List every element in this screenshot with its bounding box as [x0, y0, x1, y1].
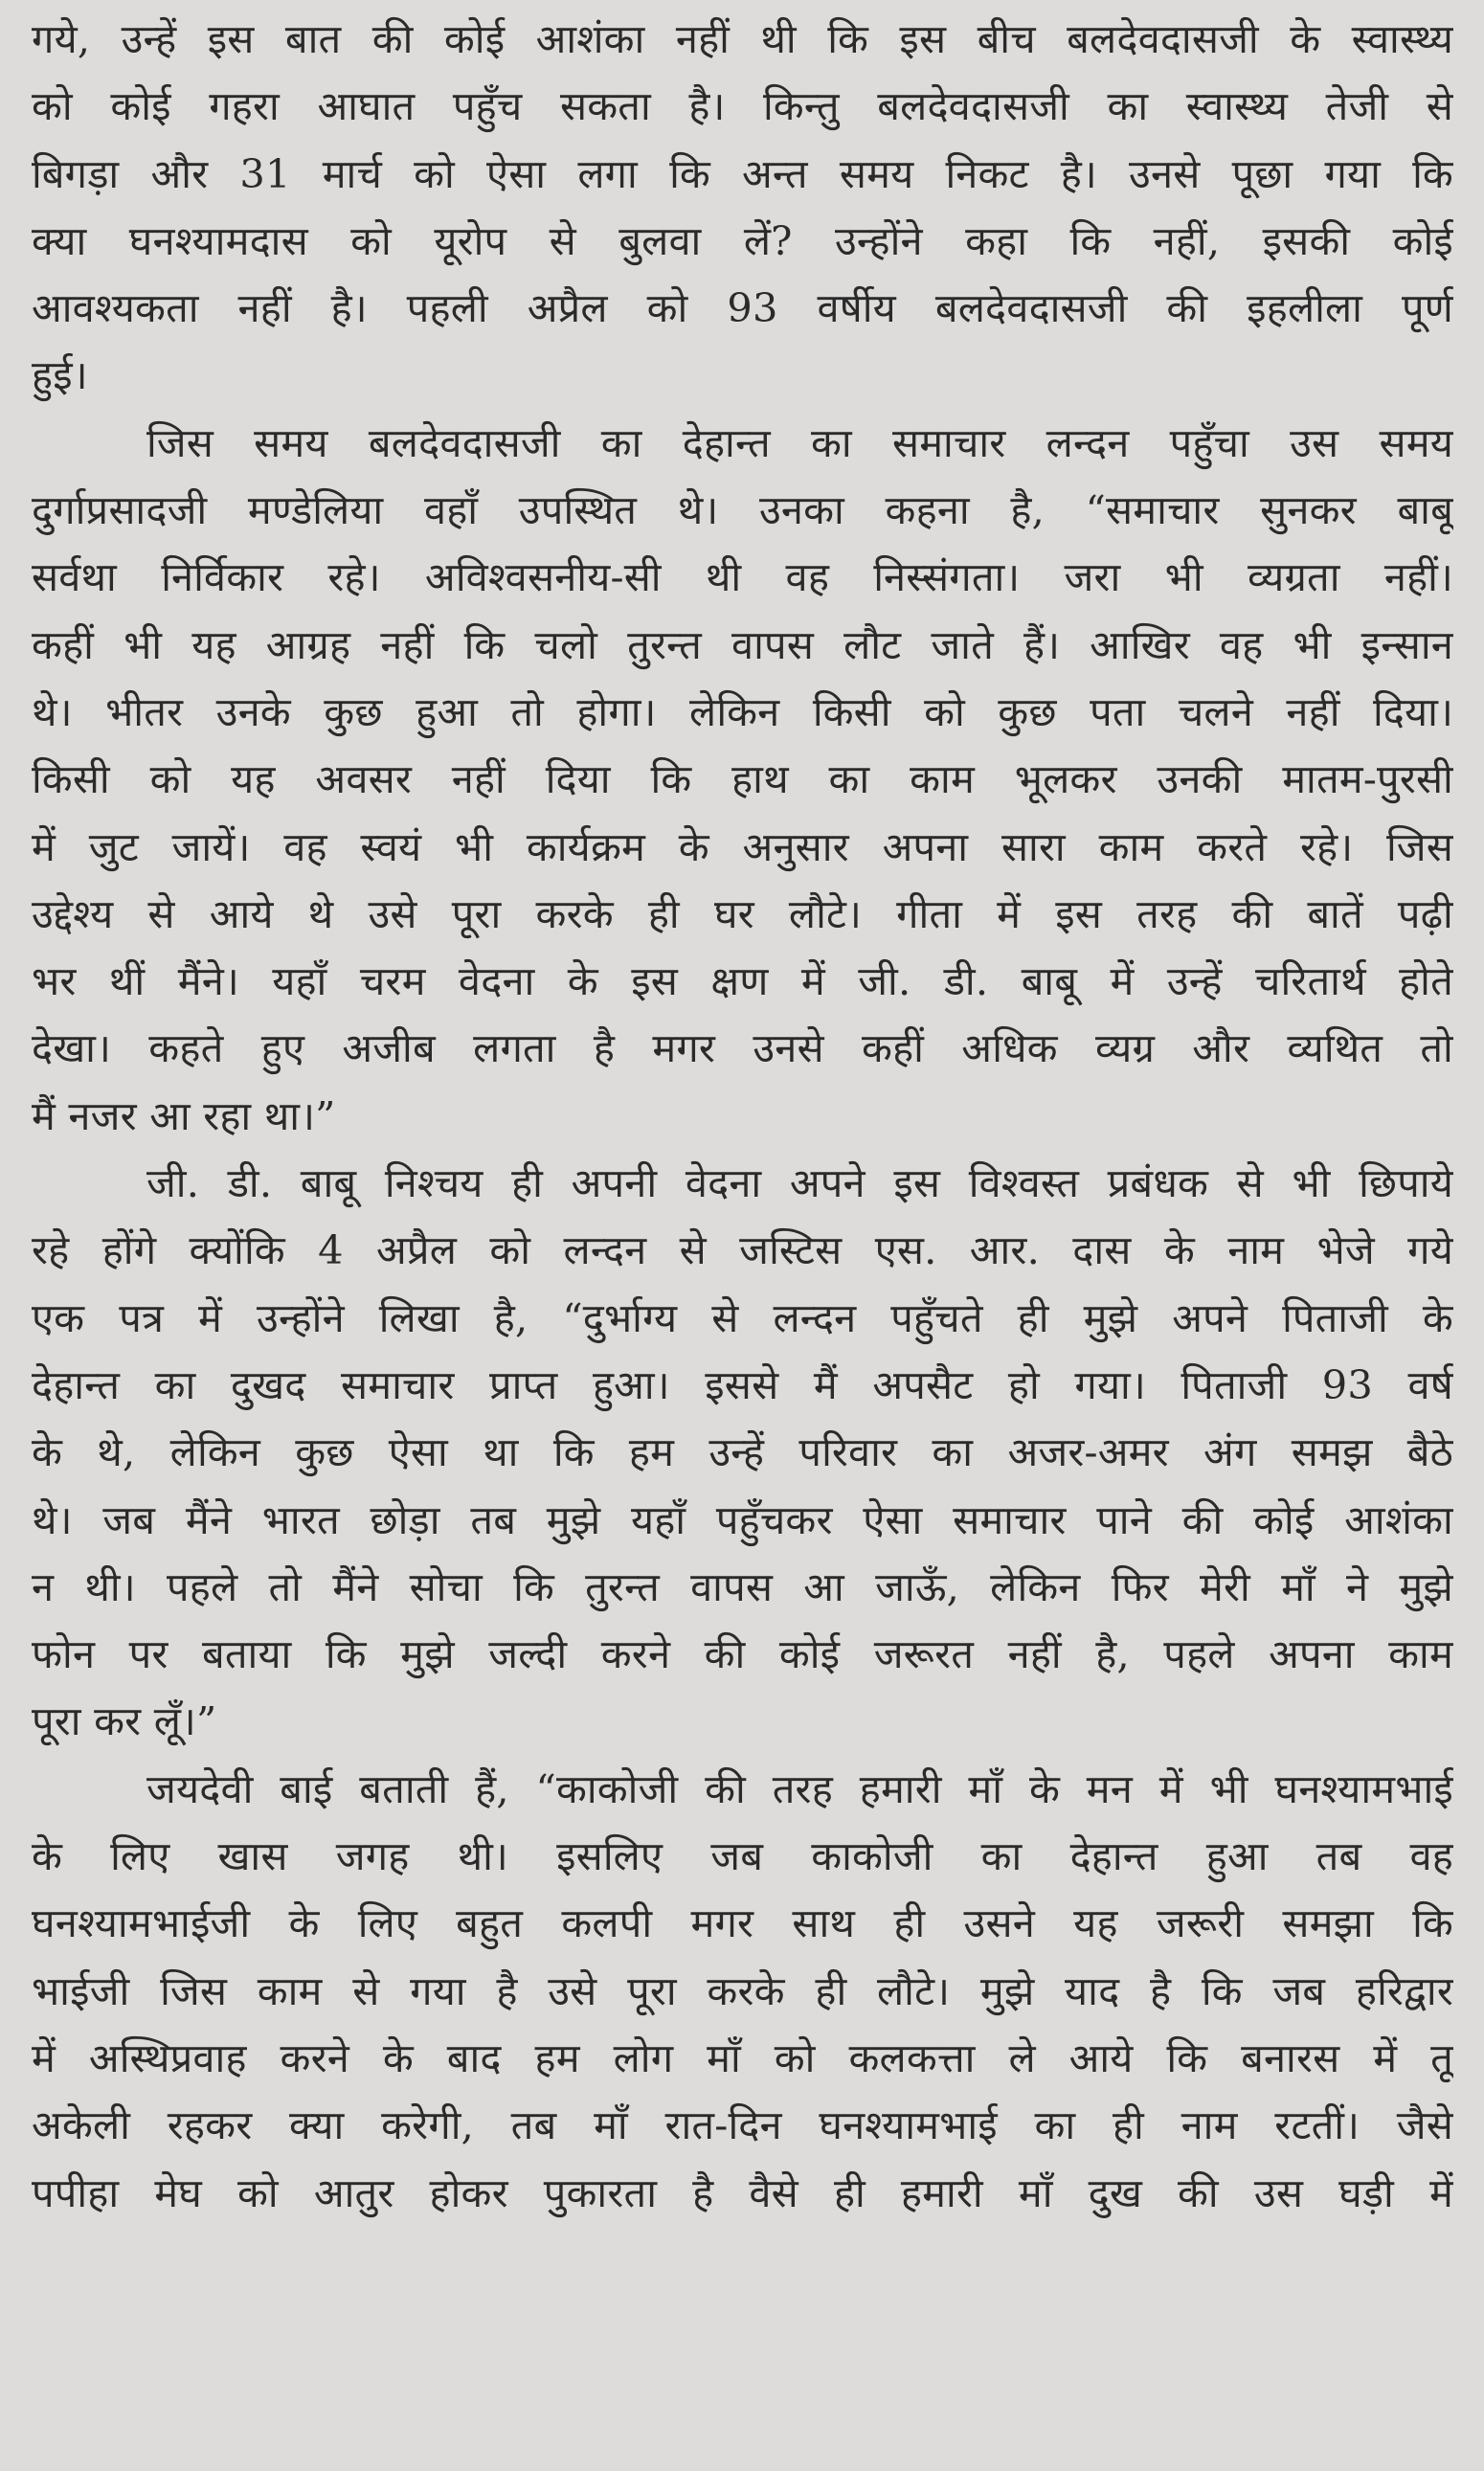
- text-line: आवश्यकता नहीं है। पहली अप्रैल को 93 वर्षीय बलदेवदासजी की इहलीला पूर्ण: [32, 284, 1453, 332]
- text-line: पपीहा मेघ को आतुर होकर पुकारता है वैसे ही हमारी माँ दुख की उस घड़ी में: [32, 2168, 1453, 2216]
- text-line: जी. डी. बाबू निश्चय ही अपनी वेदना अपने इस विश्वस्त प्रबंधक से भी छिपाये: [146, 1159, 1453, 1207]
- text-line: थे। भीतर उनके कुछ हुआ तो होगा। लेकिन किसी को कुछ पता चलने नहीं दिया।: [32, 687, 1453, 735]
- text-line: बिगड़ा और 31 मार्च को ऐसा लगा कि अन्त समय निकट है। उनसे पूछा गया कि: [32, 149, 1453, 197]
- text-line: देहान्त का दुखद समाचार प्राप्त हुआ। इससे मैं अपसैट हो गया। पिताजी 93 वर्ष: [32, 1360, 1453, 1408]
- text-line: हुई।: [32, 351, 88, 399]
- text-line: में जुट जायें। वह स्वयं भी कार्यक्रम के अनुसार अपना सारा काम करते रहे। जिस: [32, 822, 1453, 870]
- text-line: देखा। कहते हुए अजीब लगता है मगर उनसे कहीं अधिक व्यग्र और व्यथित तो: [32, 1024, 1453, 1072]
- text-line: क्या घनश्यामदास को यूरोप से बुलवा लें? उन्होंने कहा कि नहीं, इसकी कोई: [32, 216, 1453, 264]
- text-line: सर्वथा निर्विकार रहे। अविश्वसनीय-सी थी वह निस्संगता। जरा भी व्यग्रता नहीं।: [32, 553, 1453, 601]
- text-line: जिस समय बलदेवदासजी का देहान्त का समाचार लन्दन पहुँचा उस समय: [146, 418, 1453, 466]
- text-line: दुर्गाप्रसादजी मण्डेलिया वहाँ उपस्थित थे। उनका कहना है, “समाचार सुनकर बाबू: [32, 486, 1453, 534]
- text-line: एक पत्र में उन्होंने लिखा है, “दुर्भाग्य से लन्दन पहुँचते ही मुझे अपने पिताजी के: [32, 1293, 1453, 1341]
- text-line: के लिए खास जगह थी। इसलिए जब काकोजी का देहान्त हुआ तब वह: [32, 1832, 1453, 1880]
- text-line: को कोई गहरा आघात पहुँच सकता है। किन्तु बलदेवदासजी का स्वास्थ्य तेजी से: [32, 82, 1453, 130]
- text-line: रहे होंगे क्योंकि 4 अप्रैल को लन्दन से जस्टिस एस. आर. दास के नाम भेजे गये: [32, 1226, 1453, 1274]
- text-line: जयदेवी बाई बताती हैं, “काकोजी की तरह हमारी माँ के मन में भी घनश्यामभाई: [146, 1764, 1453, 1812]
- text-line: घनश्यामभाईजी के लिए बहुत कलपी मगर साथ ही उसने यह जरूरी समझा कि: [32, 1899, 1453, 1947]
- text-line: किसी को यह अवसर नहीं दिया कि हाथ का काम भूलकर उनकी मातम-पुरसी: [32, 755, 1453, 803]
- text-line: फोन पर बताया कि मुझे जल्दी करने की कोई जरूरत नहीं है, पहले अपना काम: [32, 1630, 1453, 1678]
- body-text: [32, 6, 1453, 2227]
- text-line: गये, उन्हें इस बात की कोई आशंका नहीं थी कि इस बीच बलदेवदासजी के स्वास्थ्य: [32, 15, 1453, 62]
- text-line: पूरा कर लूँ।”: [32, 1697, 217, 1745]
- text-line: उद्देश्य से आये थे उसे पूरा करके ही घर लौटे। गीता में इस तरह की बातें पढ़ी: [32, 889, 1453, 937]
- text-line: के थे, लेकिन कुछ ऐसा था कि हम उन्हें परिवार का अजर-अमर अंग समझ बैठे: [32, 1428, 1453, 1476]
- text-line: भाईजी जिस काम से गया है उसे पूरा करके ही लौटे। मुझे याद है कि जब हरिद्वार: [32, 1966, 1453, 2014]
- text-line: मैं नजर आ रहा था।”: [32, 1091, 336, 1139]
- text-line: अकेली रहकर क्या करेगी, तब माँ रात-दिन घनश्यामभाई का ही नाम रटतीं। जैसे: [32, 2101, 1453, 2149]
- text-line: न थी। पहले तो मैंने सोचा कि तुरन्त वापस आ जाऊँ, लेकिन फिर मेरी माँ ने मुझे: [32, 1562, 1453, 1610]
- text-line: कहीं भी यह आग्रह नहीं कि चलो तुरन्त वापस लौट जाते हैं। आखिर वह भी इन्सान: [32, 620, 1453, 668]
- text-line: में अस्थिप्रवाह करने के बाद हम लोग माँ को कलकत्ता ले आये कि बनारस में तू: [32, 2033, 1453, 2081]
- text-line: थे। जब मैंने भारत छोड़ा तब मुझे यहाँ पहुँचकर ऐसा समाचार पाने की कोई आशंका: [32, 1495, 1453, 1543]
- text-line: भर थीं मैंने। यहाँ चरम वेदना के इस क्षण में जी. डी. बाबू में उन्हें चरितार्थ होते: [32, 957, 1453, 1005]
